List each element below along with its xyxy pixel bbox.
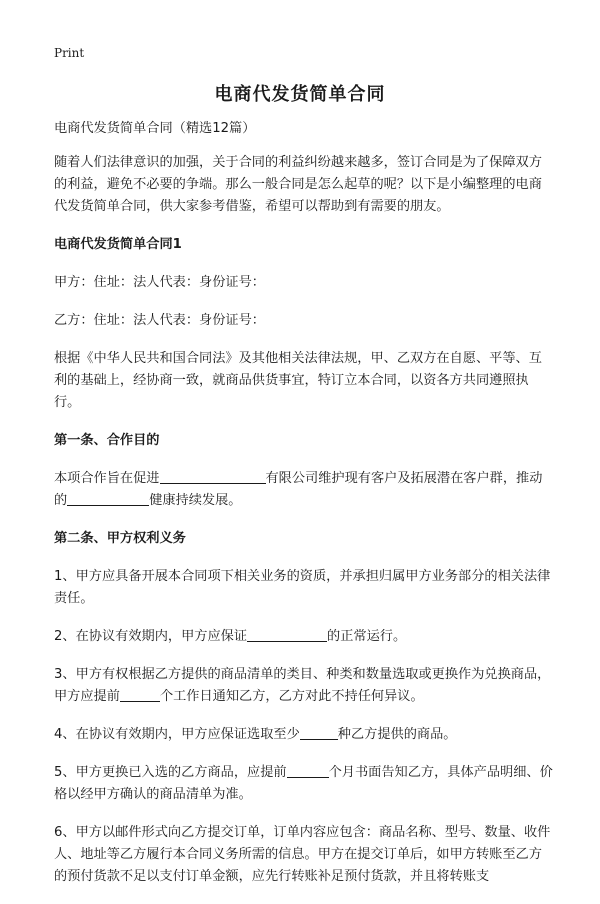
print-link[interactable]: Print xyxy=(54,46,85,60)
article-1-heading: 第一条、合作目的 xyxy=(54,433,160,448)
article-2-item-3: 3、甲方有权根据乙方提供的商品清单的类目、种类和数量选取或更换作为兑换商品，甲方应提前 个工作日通知乙方，乙方对此不持任何异议。 xyxy=(54,667,551,704)
document-subtitle: 电商代发货简单合同（精选12篇） xyxy=(54,121,256,136)
party-a-line: 甲方：住址：法人代表：身份证号： xyxy=(54,275,265,290)
fill-blank xyxy=(160,469,266,484)
fill-blank xyxy=(247,627,327,642)
party-b-line: 乙方：住址：法人代表：身份证号： xyxy=(54,313,265,328)
fill-blank xyxy=(67,491,149,506)
fill-blank xyxy=(300,725,338,740)
article-2-item-6: 6、甲方以邮件形式向乙方提交订单，订单内容应包含：商品名称、型号、数量、收件人、地址等乙方履行本合同义务所需的信息。甲方在提交订单后，如甲方转账至乙方的预付货款不足以支付订单金额，应先行转账补足预付货款，并且将转账支 xyxy=(54,825,551,884)
fill-blank xyxy=(287,763,329,778)
intro-paragraph: 随着人们法律意识的加强，关于合同的利益纠纷越来越多，签订合同是为了保障双方的利益，避免不必要的争端。那么一般合同是怎么起草的呢？以下是小编整理的电商代发货简单合同，供大家参考借鉴，希望可以帮助到有需要的朋友。 xyxy=(54,155,542,214)
fill-blank xyxy=(120,687,160,702)
article-1-paragraph: 本项合作旨在促进 有限公司维护现有客户及拓展潜在客户群，推动的 健康持续发展。 xyxy=(54,471,543,508)
document-body xyxy=(54,118,554,904)
preamble-paragraph: 根据《中华人民共和国合同法》及其他相关法律法规，甲、乙双方在自愿、平等、互利的基础上，经协商一致，就商品供货事宜，特订立本合同，以资各方共同遵照执行。 xyxy=(54,351,542,410)
article-2-item-5: 5、甲方更换已入选的乙方商品，应提前 个月书面告知乙方，具体产品明细、价格以经甲方确认的商品清单为准。 xyxy=(54,765,553,802)
article-2-heading: 第二条、甲方权利义务 xyxy=(54,531,186,546)
document-title: 电商代发货简单合同 xyxy=(214,84,386,105)
article-2-item-1: 1、甲方应具备开展本合同项下相关业务的资质，并承担归属甲方业务部分的相关法律责任。 xyxy=(54,569,551,606)
article-2-item-2: 2、在协议有效期内，甲方应保证 的正常运行。 xyxy=(54,629,407,644)
contract-heading: 电商代发货简单合同1 xyxy=(54,237,182,252)
article-2-item-4: 4、在协议有效期内，甲方应保证选取至少 种乙方提供的商品。 xyxy=(54,727,457,742)
